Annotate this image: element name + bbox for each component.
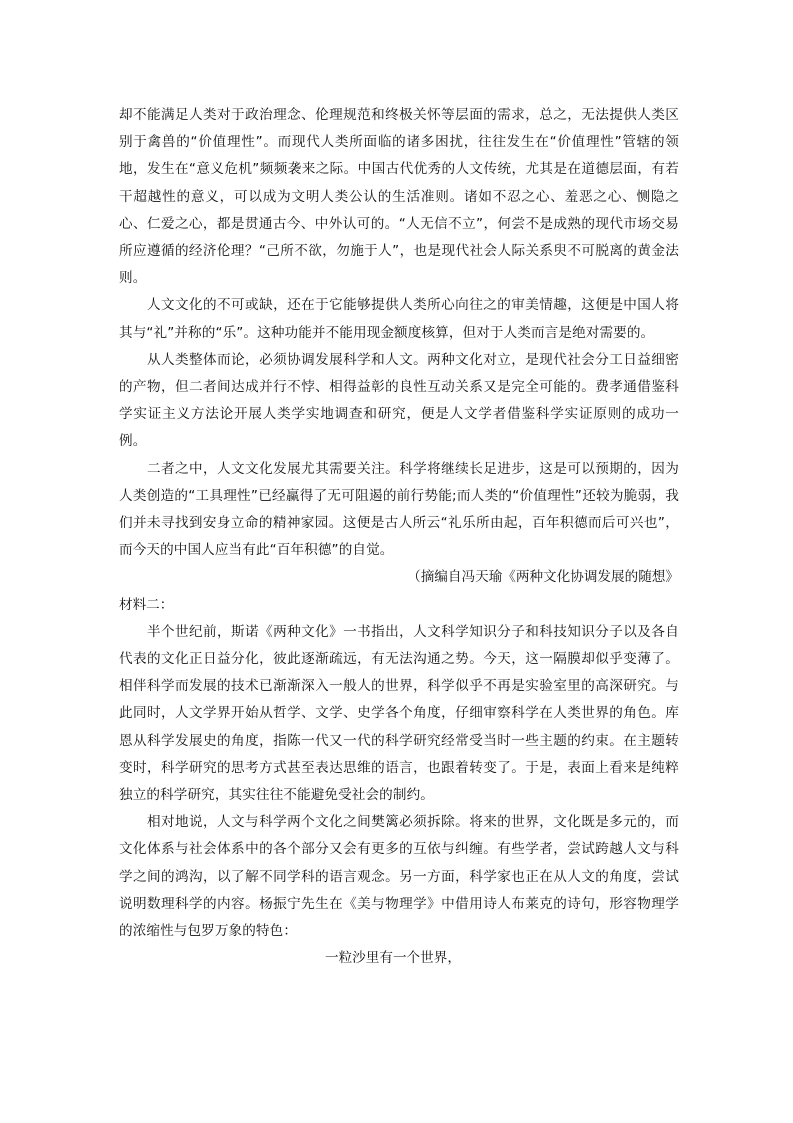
material1-paragraph-4: 二者之中，人文文化发展尤其需要关注。科学将继续长足进步，这是可以预期的，因为人类创造的“工具理性”已经赢得了无可阻遏的前行势能;而人类的“价值理性”还较为脆弱，我们并未寻找到安身立命的精神家园。这便是古人所云“礼乐所由起，百年积德而后可兴也”，而今天的中国人应当有此“百年积德”的自觉。 (119, 460, 679, 559)
material1-paragraph-3: 从人类整体而论，必须协调发展科学和人文。两种文化对立，是现代社会分工日益细密的产物，但二者间达成并行不悖、相得益彰的良性互动关系又是完全可能的。费孝通借鉴科学实证主义方法论开展人类学实地调查和研究，便是人文学者借鉴科学实证原则的成功一例。 (119, 351, 679, 450)
material2-heading: 材料二： (119, 596, 174, 613)
material2-paragraph-1: 半个世纪前，斯诺《两种文化》一书指出，人文科学知识分子和科技知识分子以及各自代表的文化正日益分化，彼此逐渐疏远，有无法沟通之势。今天，这一隔膜却似乎变薄了。相伴科学而发展的技术已渐渐深入一般人的世界，科学似乎不再是实验室里的高深研究。与此同时，人文学界开始从哲学、文学、史学各个角度，仔细审察科学在人类世界的角色。库恩从科学发展史的角度，指陈一代又一代的科学研究经常受当时一些主题的约束。在主题转变时，科学研究的思考方式甚至表达思维的语言，也跟着转变了。于是，表面上看来是纯粹独立的科学研究，其实往往不能避免受社会的制约。 (119, 623, 679, 804)
poem-line: 一粒沙里有一个世界， (325, 950, 461, 967)
material1-paragraph-2: 人文文化的不可或缺，还在于它能够提供人类所心向往之的审美情趣，这便是中国人将其与“礼”并称的“乐”。这种功能并不能用现金额度核算，但对于人类而言是绝对需要的。 (119, 297, 679, 341)
document-body (119, 102, 679, 973)
material2-paragraph-2: 相对地说，人文与科学两个文化之间樊篱必须拆除。将来的世界，文化既是多元的，而文化体系与社会体系中的各个部分又会有更多的互依与纠缠。有些学者，尝试跨越人文与科学之间的鸿沟，以了解不同学科的语言观念。另一方面，科学家也正在从人文的角度，尝试说明数理科学的内容。杨振宁先生在《美与物理学》中借用诗人布莱克的诗句，形容物理学的浓缩性与包罗万象的特色： (119, 814, 679, 940)
material1-source-citation: （摘编自冯天瑜《两种文化协调发展的随想》 (407, 569, 679, 586)
material1-paragraph-1: 却不能满足人类对于政治理念、伦理规范和终极关怀等层面的需求，总之，无法提供人类区别于禽兽的“价值理性”。而现代人类所面临的诸多困扰，往往发生在“价值理性”管辖的领地，发生在“意义危机”频频袭来之际。中国古代优秀的人文传统，尤其是在道德层面，有若干超越性的意义，可以成为文明人类公认的生活准则。诸如不忍之心、羞恶之心、恻隐之心、仁爱之心，都是贯通古今、中外认可的。“人无信不立”，何尝不是成熟的现代市场交易所应遵循的经济伦理？“己所不欲，勿施于人”，也是现代社会人际关系臾不可脱离的黄金法则。 (119, 107, 679, 287)
